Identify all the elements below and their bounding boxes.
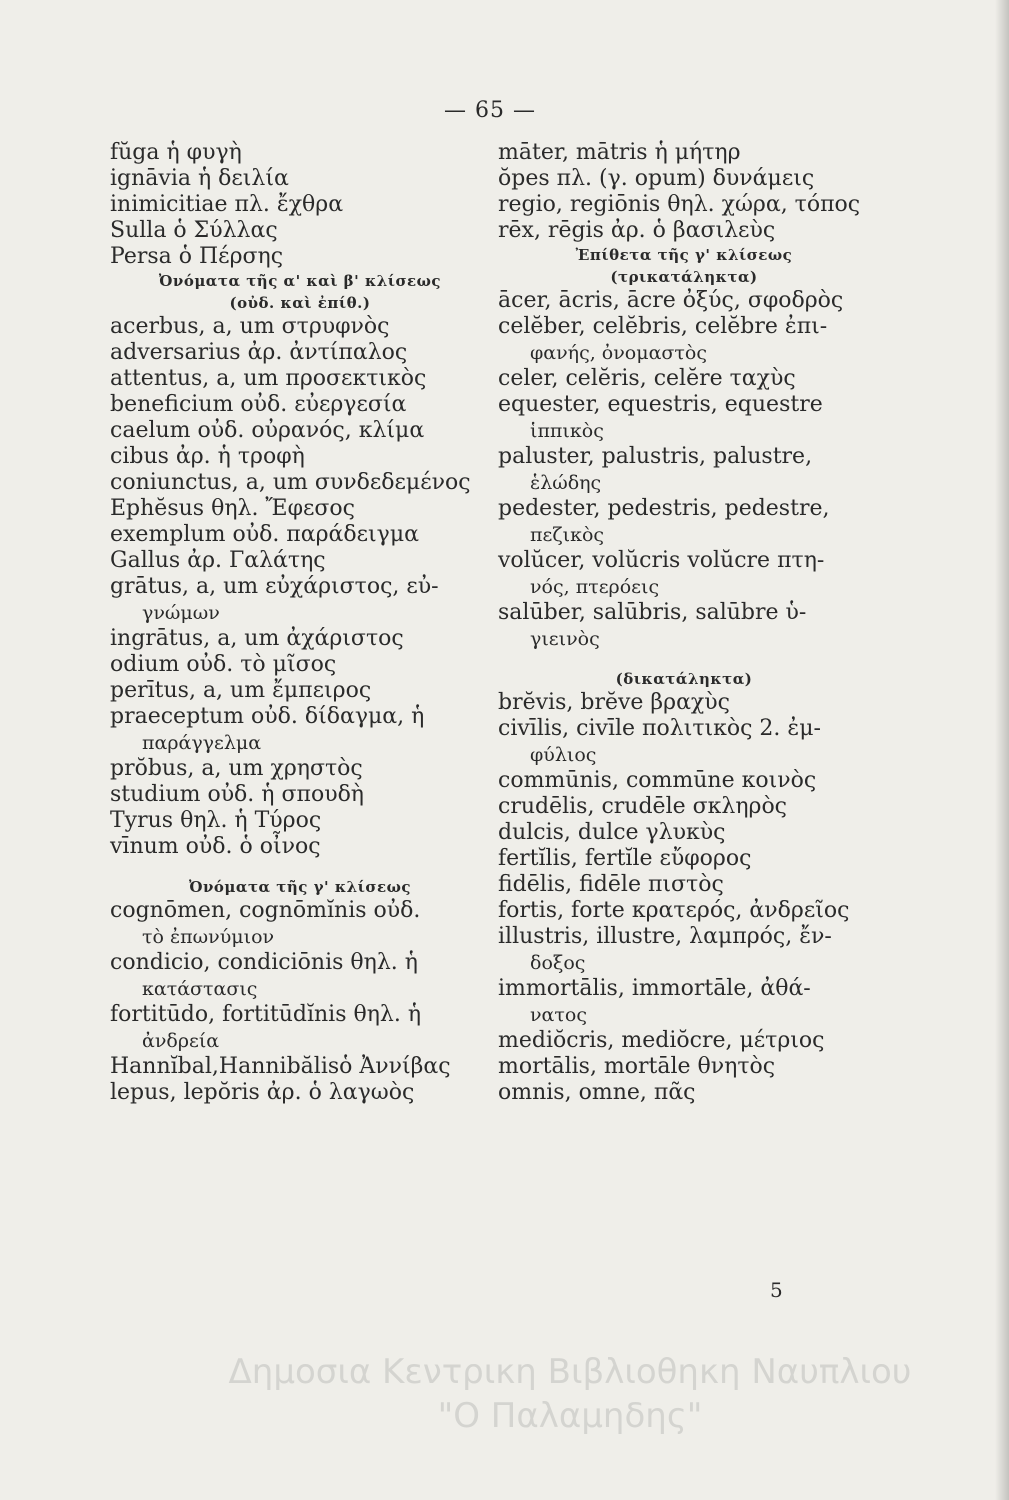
watermark-line-1: Δημοσια Κεντρικη Βιβλιοθηκη Ναυπλιου [228, 1352, 912, 1392]
section-spacer [110, 860, 490, 876]
vocab-entry-continuation: φανής, ὀνομαστὸς [530, 342, 707, 364]
vocab-entry: grātus, a, um εὐχάριστος, εὐ- [110, 574, 439, 599]
vocab-entry: ingrātus, a, um ἀχάριστος [110, 626, 404, 651]
library-watermark [160, 1350, 980, 1438]
vocab-entry: cibus ἀρ. ἡ τροφὴ [110, 444, 305, 469]
section-heading: Ὀνόματα τῆς γ' κλίσεως [189, 878, 411, 896]
vocab-entry: ignāvia ἡ δειλία [110, 166, 289, 191]
vocab-entry-continuation: κατάστασις [142, 978, 258, 1000]
watermark-line-2: "Ο Παλαμηδης" [437, 1396, 703, 1436]
section-heading: (δικατάληκτα) [615, 670, 753, 688]
vocab-entry: acerbus, a, um στρυφνὸς [110, 314, 390, 339]
page-number-header: — 65 — [444, 98, 536, 123]
vocab-entry: lepus, lepŏris ἀρ. ὁ λαγωὸς [110, 1080, 415, 1105]
vocab-entry-continuation: φύλιος [530, 744, 597, 766]
vocab-entry: celĕber, celĕbris, celĕbre ἐπι- [498, 314, 828, 339]
vocab-entry-continuation: γιεινὸς [530, 628, 600, 650]
vocab-entry: brĕvis, brĕve βραχὺς [498, 690, 730, 715]
vocab-entry: regio, regiōnis θηλ. χώρα, τόπος [498, 192, 861, 217]
vocab-entry: attentus, a, um προσεκτικὸς [110, 366, 427, 391]
vocab-entry: prŏbus, a, um χρηστὸς [110, 756, 363, 781]
vocab-entry-continuation: τὸ ἐπωνύμιον [142, 926, 275, 948]
vocab-entry-continuation: νός, πτερόεις [530, 576, 660, 598]
vocab-entry: caelum οὐδ. οὐρανός, κλίμα [110, 418, 425, 443]
right-column [498, 140, 870, 1106]
vocab-entry-continuation: παράγγελμα [142, 732, 262, 754]
vocab-entry: coniunctus, a, um συνδεδεμένος [110, 470, 471, 495]
vocab-entry: crudēlis, crudēle σκληρὸς [498, 794, 788, 819]
section-heading: (τρικατάληκτα) [610, 268, 758, 286]
vocab-entry-continuation: δοξος [530, 952, 586, 974]
vocab-entry: Persa ὁ Πέρσης [110, 244, 284, 269]
vocab-entry: mortālis, mortāle θνητὸς [498, 1054, 776, 1079]
vocab-entry: dulcis, dulce γλυκὺς [498, 820, 726, 845]
vocab-entry: Tyrus θηλ. ἡ Τύρος [110, 808, 322, 833]
vocab-entry: Gallus ἀρ. Γαλάτης [110, 548, 326, 573]
vocab-entry: condicio, condiciōnis θηλ. ἡ [110, 950, 418, 975]
vocab-entry: Ephĕsus θηλ. Ἔφεσος [110, 496, 355, 521]
vocab-entry: adversarius ἀρ. ἀντίπαλος [110, 340, 408, 365]
vocab-entry-continuation: πεζικὸς [530, 524, 605, 546]
vocab-entry: rēx, rēgis ἀρ. ὁ βασιλεὺς [498, 218, 776, 243]
vocab-entry: commūnis, commūne κοινὸς [498, 768, 817, 793]
vocab-entry: māter, mātris ἡ μήτηρ [498, 140, 741, 165]
vocab-entry-continuation: νατος [530, 1004, 587, 1026]
vocab-entry: Hannĭbal,Hannibălisὁ Ἀννίβας [110, 1054, 451, 1079]
vocab-entry: illustris, illustre, λαμπρός, ἔν- [498, 924, 832, 949]
vocab-entry: beneficium οὐδ. εὐεργεσία [110, 392, 407, 417]
left-column [110, 140, 490, 1106]
vocab-entry: immortālis, immortāle, ἀθά- [498, 976, 811, 1001]
vocab-entry: celer, celĕris, celĕre ταχὺς [498, 366, 796, 391]
vocab-entry: odium οὐδ. τὸ μῖσος [110, 652, 337, 677]
vocab-entry: equester, equestris, equestre [498, 392, 823, 417]
vocab-entry: perītus, a, um ἔμπειρος [110, 678, 372, 703]
signature-mark: 5 [770, 1278, 783, 1302]
vocab-entry-continuation: ἱππικὸς [530, 420, 604, 442]
vocab-entry: civīlis, civīle πολιτικὸς 2. ἐμ- [498, 716, 821, 741]
vocab-entry: cognōmen, cognōmĭnis οὐδ. [110, 898, 421, 923]
vocab-entry: exemplum οὐδ. παράδειγμα [110, 522, 419, 547]
vocab-entry: Sulla ὁ Σύλλας [110, 218, 278, 243]
vocab-entry: vīnum οὐδ. ὁ οἶνος [110, 834, 321, 859]
vocab-entry: fidēlis, fidēle πιστὸς [498, 872, 724, 897]
vocab-entry: mediŏcris, mediŏcre, μέτριος [498, 1028, 825, 1053]
section-heading: Ἐπίθετα τῆς γ' κλίσεως [575, 246, 793, 264]
vocab-entry: volŭcer, volŭcris volŭcre πτη- [498, 548, 825, 573]
vocab-entry: fortitūdo, fortitūdĭnis θηλ. ἡ [110, 1002, 422, 1027]
vocab-entry: fertĭlis, fertĭle εὔφορος [498, 846, 752, 871]
vocab-entry-continuation: ἑλώδης [530, 472, 602, 494]
vocab-entry: ācer, ācris, ācre ὀξύς, σφοδρὸς [498, 288, 844, 313]
vocab-entry: omnis, omne, πᾶς [498, 1080, 696, 1105]
vocab-entry: studium οὐδ. ἡ σπουδὴ [110, 782, 364, 807]
vocab-entry-continuation: ἀνδρεία [142, 1030, 220, 1052]
vocab-entry: paluster, palustris, palustre, [498, 444, 813, 469]
vocab-entry-continuation: γνώμων [142, 602, 220, 624]
vocab-entry: inimicitiae πλ. ἔχθρα [110, 192, 344, 217]
section-heading: Ὀνόματα τῆς α' καὶ β' κλίσεως [158, 272, 442, 290]
vocab-entry: fortis, forte κρατερός, ἀνδρεῖος [498, 898, 850, 923]
section-heading: (οὐδ. καὶ ἐπίθ.) [229, 294, 371, 312]
section-spacer [498, 652, 870, 668]
vocab-entry: pedester, pedestris, pedestre, [498, 496, 830, 521]
vocab-entry: praeceptum οὐδ. δίδαγμα, ἡ [110, 704, 425, 729]
vocab-entry: ŏpes πλ. (γ. opum) δυνάμεις [498, 166, 815, 191]
vocab-entry: fŭga ἡ φυγὴ [110, 140, 242, 165]
vocab-entry: salūber, salūbris, salūbre ὑ- [498, 600, 807, 625]
page-edge-shadow [995, 0, 1009, 1500]
